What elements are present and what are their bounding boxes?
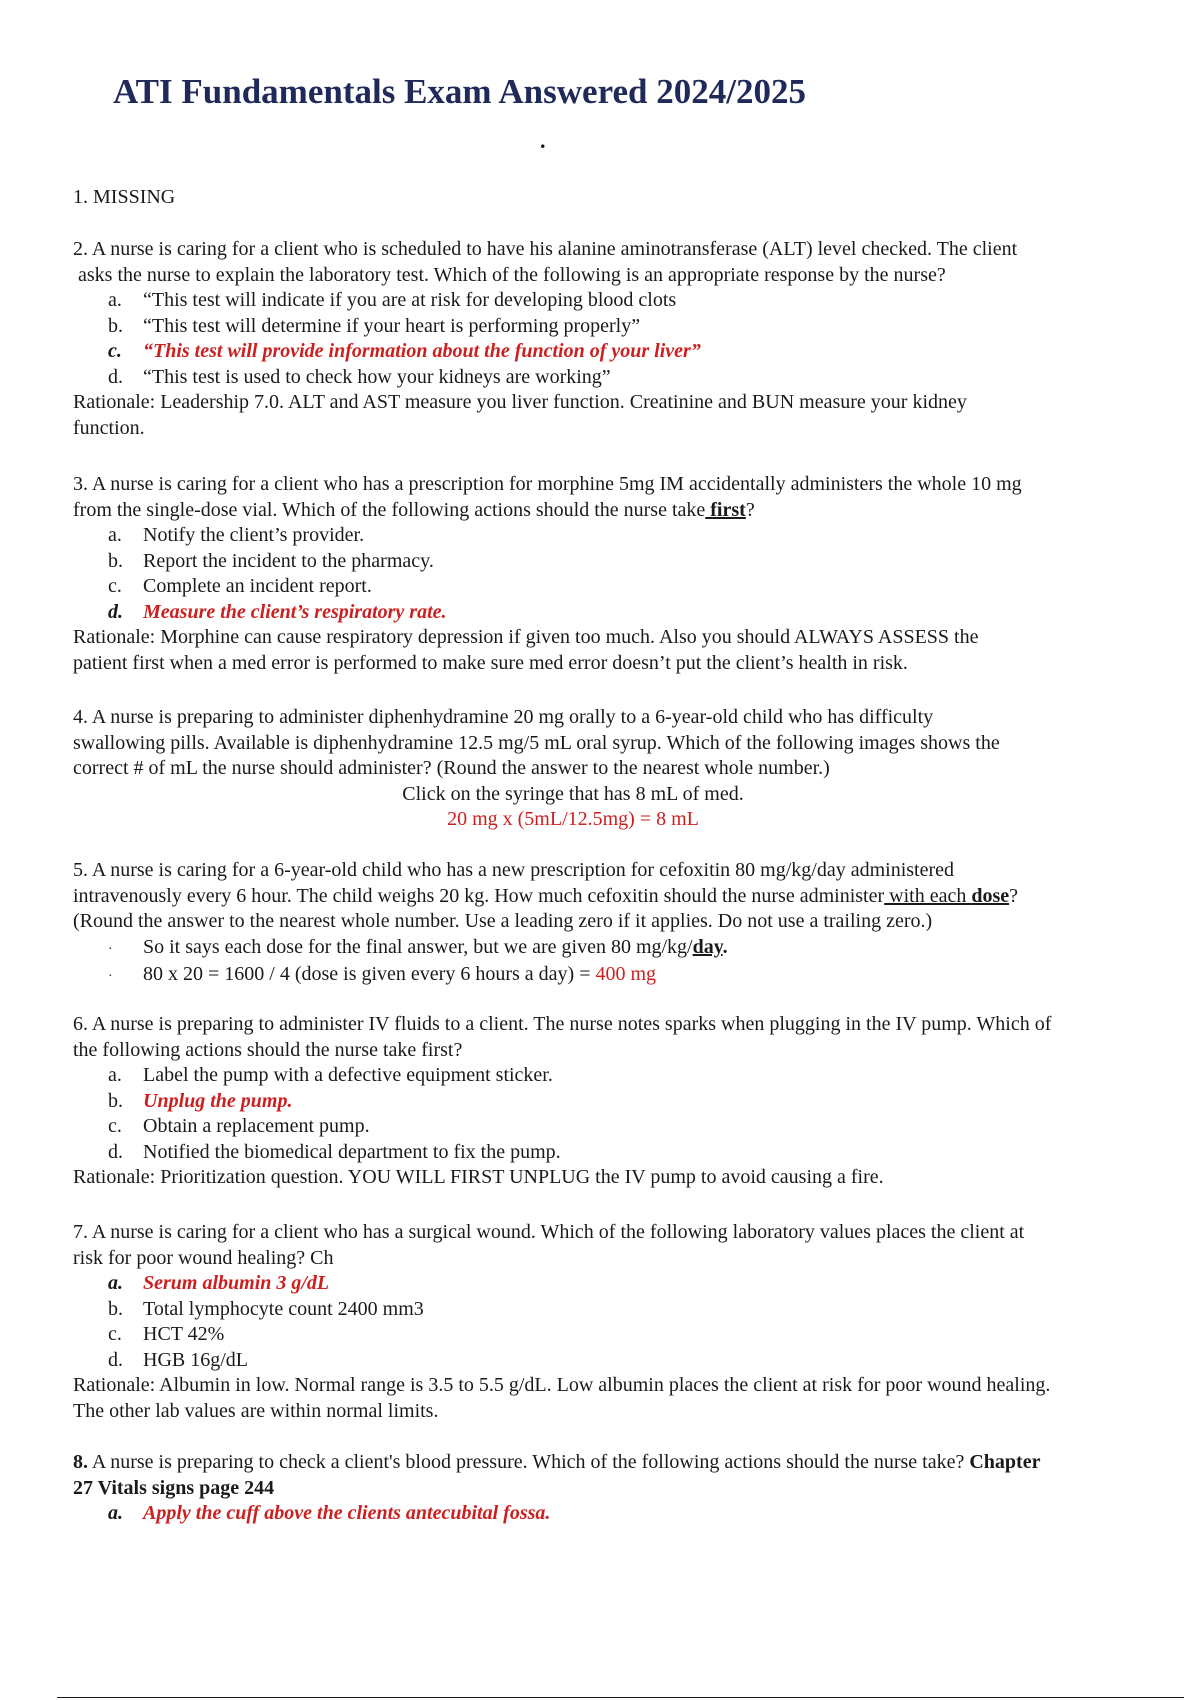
rationale-line-2: The other lab values are within normal limits. <box>73 1399 439 1422</box>
option-b: b. Report the incident to the pharmacy. <box>108 549 434 572</box>
rationale-line-1: Rationale: Prioritization question. YOU WILL FIRST UNPLUG the IV pump to avoid causing a fire. <box>73 1166 884 1188</box>
rationale-line-1: Rationale: Leadership 7.0. ALT and AST measure you liver function. Creatinine and BUN measure your kidney <box>73 391 967 413</box>
emphasis-first: first <box>705 498 746 521</box>
question-5 <box>73 858 1173 990</box>
option-b-correct-answer: b. Unplug the pump. <box>108 1089 293 1112</box>
question-2-line-2: asks the nurse to explain the laboratory test. Which of the following is an appropriate response by the nurse? <box>78 263 946 286</box>
option-a: a. “This test will indicate if you are at risk for developing blood clots <box>108 289 677 311</box>
dose-calculation: 20 mg x (5mL/12.5mg) = 8 mL <box>447 808 699 830</box>
question-5-line-3: (Round the answer to the nearest whole number. Use a leading zero if it applies. Do not use a trailing zero.) <box>73 910 933 932</box>
question-1 <box>73 185 1173 211</box>
question-8-line-2: 27 Vitals signs page 244 <box>73 1476 275 1499</box>
question-8-line-1: 8. A nurse is preparing to check a client's blood pressure. Which of the following actions should the nurse take? Chapter <box>73 1451 1041 1473</box>
rationale-line-2: patient first when a med error is performed to make sure med error doesn’t put the client’s health in risk. <box>73 651 908 674</box>
question-6 <box>73 1012 1173 1191</box>
syringe-instruction: Click on the syringe that has 8 mL of med. <box>402 782 744 805</box>
option-a-correct-answer: a. Serum albumin 3 g/dL <box>108 1272 330 1294</box>
option-b: b. “This test will determine if your heart is performing properly” <box>108 314 641 337</box>
question-4-line-3: correct # of mL the nurse should administer? (Round the answer to the nearest whole number.) <box>73 757 830 779</box>
option-a: a. Notify the client’s provider. <box>108 524 365 546</box>
question-4-line-2: swallowing pills. Available is diphenhydramine 12.5 mg/5 mL oral syrup. Which of the following images shows the <box>73 731 1000 754</box>
question-4 <box>73 705 1173 833</box>
page-title: ATI Fundamentals Exam Answered 2024/2025 <box>113 72 806 111</box>
bottom-rule <box>57 1697 1184 1698</box>
option-d-correct-answer: d. Measure the client’s respiratory rate. <box>108 600 447 623</box>
question-6-line-1: 6. A nurse is preparing to administer IV fluids to a client. The nurse notes sparks when plugging in the IV pump. Which of <box>73 1013 1052 1035</box>
question-4-line-1: 4. A nurse is preparing to administer diphenhydramine 20 mg orally to a 6-year-old child who has difficulty <box>73 706 934 728</box>
bullet-1: · So it says each dose for the final answer, but we are given 80 mg/kg/day. <box>108 935 728 958</box>
question-6-line-2: the following actions should the nurse take first? <box>73 1038 463 1061</box>
option-d: d. Notified the biomedical department to fix the pump. <box>108 1140 561 1163</box>
question-7-line-2: risk for poor wound healing? Ch <box>73 1246 334 1269</box>
question-7 <box>73 1220 1173 1424</box>
emphasis-day: day <box>692 935 723 958</box>
option-b: b. Total lymphocyte count 2400 mm3 <box>108 1297 424 1320</box>
option-a: a. Label the pump with a defective equipment sticker. <box>108 1064 553 1086</box>
rationale-line-1: Rationale: Albumin in low. Normal range is 3.5 to 5.5 g/dL. Low albumin places the client at risk for poor wound healing. <box>73 1374 1051 1396</box>
question-8 <box>73 1450 1173 1527</box>
option-d: d. “This test is used to check how your kidneys are working” <box>108 365 611 388</box>
rationale-line-2: function. <box>73 416 145 439</box>
question-3-line-2: from the single-dose vial. Which of the following actions should the nurse take first? <box>73 498 755 521</box>
question-5-line-1: 5. A nurse is caring for a 6-year-old child who has a new prescription for cefoxitin 80 mg/kg/day administered <box>73 859 955 881</box>
question-2-line-1: 2. A nurse is caring for a client who is scheduled to have his alanine aminotransferase (ALT) level checked. The client <box>73 238 1018 260</box>
option-a-correct-answer: a. Apply the cuff above the clients antecubital fossa. <box>108 1502 551 1524</box>
question-2 <box>73 237 1173 441</box>
option-c: c. Obtain a replacement pump. <box>108 1115 370 1137</box>
answer-400mg: 400 mg <box>595 963 657 985</box>
rationale-line-1: Rationale: Morphine can cause respiratory depression if given too much. Also you should ALWAYS ASSESS the <box>73 626 979 648</box>
bullet-2: · 80 x 20 = 1600 / 4 (dose is given every 6 hours a day) = 400 mg <box>108 963 657 985</box>
question-7-line-1: 7. A nurse is caring for a client who has a surgical wound. Which of the following laboratory values places the client at <box>73 1221 1025 1243</box>
question-5-line-2: intravenously every 6 hour. The child weighs 20 kg. How much cefoxitin should the nurse administer with each dose? <box>73 884 1019 907</box>
option-c: c. HCT 42% <box>108 1323 225 1345</box>
emphasis-dose: dose <box>971 884 1010 907</box>
option-c: c. Complete an incident report. <box>108 575 372 597</box>
chapter-reference: Chapter <box>969 1451 1041 1473</box>
question-1-text: 1. MISSING <box>73 186 176 208</box>
center-dot: . <box>540 128 546 153</box>
question-3-line-1: 3. A nurse is caring for a client who has a prescription for morphine 5mg IM accidentally administers the whole 10 mg <box>73 473 1022 495</box>
option-d: d. HGB 16g/dL <box>108 1348 248 1371</box>
option-c-correct-answer: c. “This test will provide information about the function of your liver” <box>108 340 701 362</box>
question-3 <box>73 472 1173 676</box>
